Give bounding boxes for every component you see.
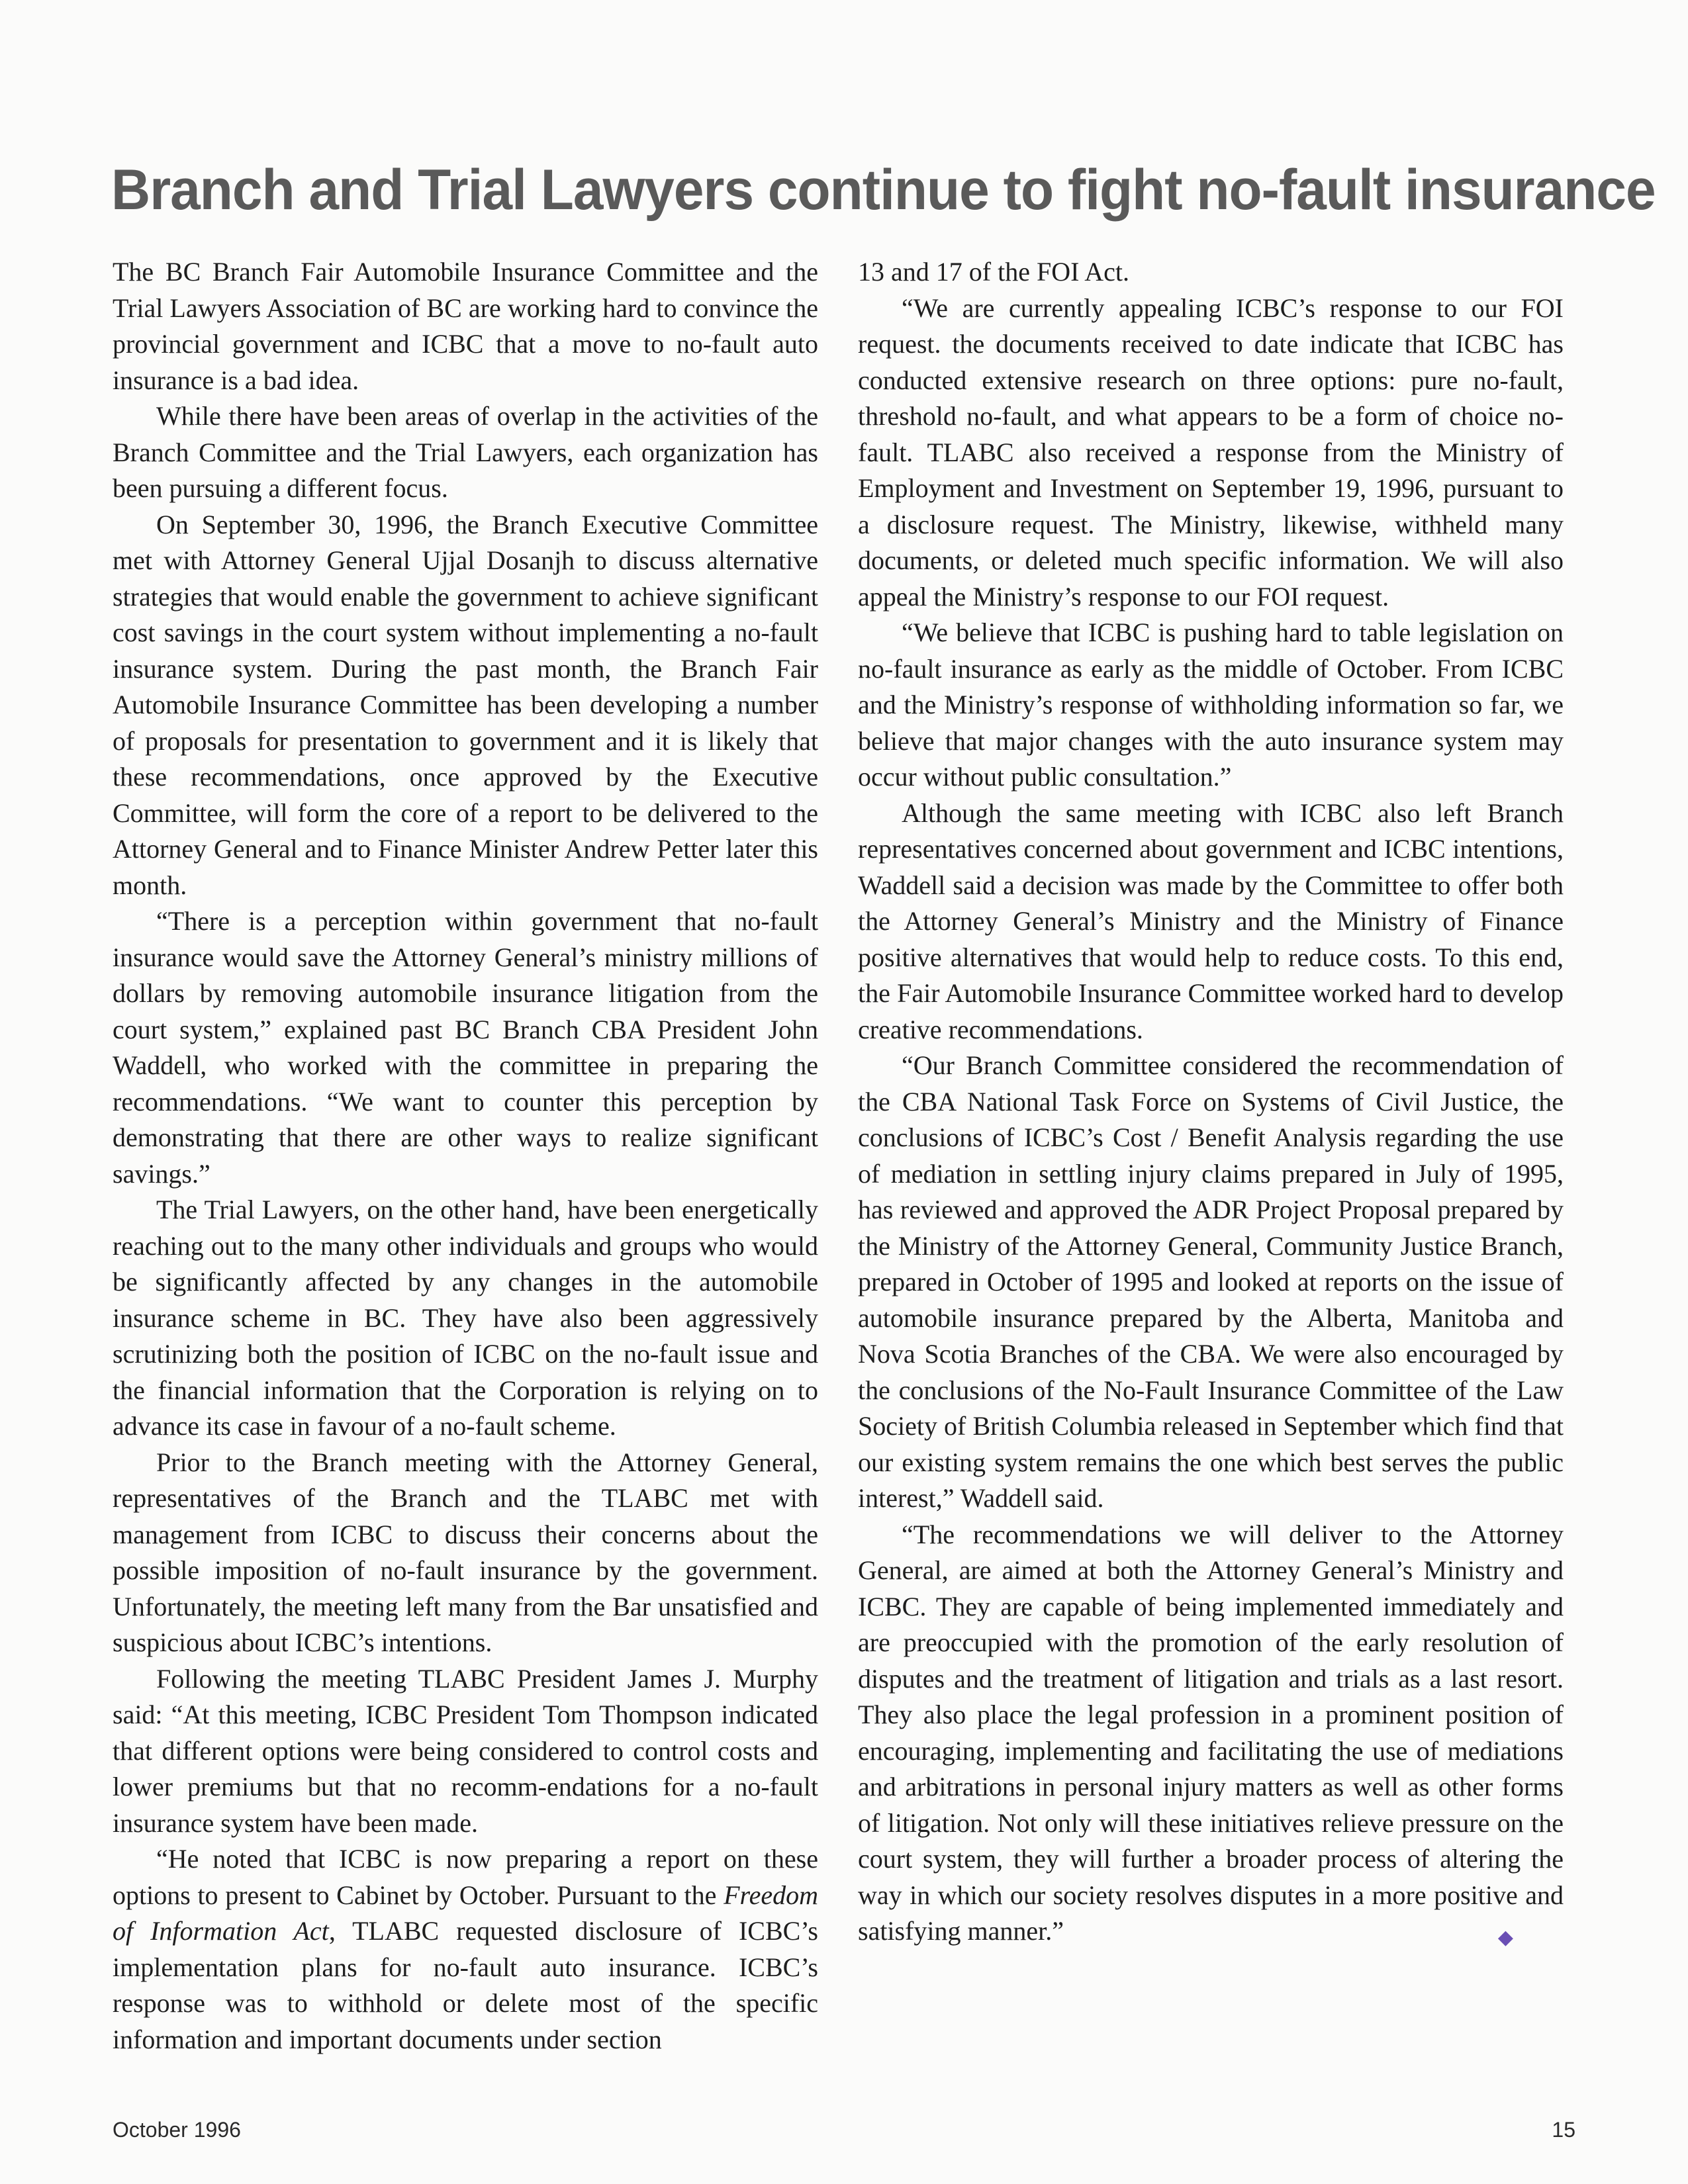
text-run: , TLABC requested disclosure of ICBC’s implementation plans for no-fault auto insurance. ICBC’s response was to withhold or delete most of the specific information and important documents under section <box>113 1916 819 2054</box>
footer-date: October 1996 <box>113 2118 241 2142</box>
paragraph <box>113 1841 818 2058</box>
paragraph-continuation: 13 and 17 of the FOI Act. <box>858 257 1129 287</box>
paragraph: “We believe that ICBC is pushing hard to table legislation on no-fault insurance as early as the middle of October. From ICBC and the Ministry’s response of withholding information so far, we believe that major changes with the auto insurance system may occur without public consultation.” <box>858 617 1564 792</box>
paragraph <box>858 1517 1564 1950</box>
paragraph: The Trial Lawyers, on the other hand, have been energetically reaching out to the many other individuals and groups who would be significantly affected by any changes in the automobile insurance scheme in BC. They have also been aggressively scrutinizing both the position of ICBC on the no-fault issue and the financial information that the Corporation is relying on to advance its case in favour of a no-fault scheme. <box>113 1195 818 1441</box>
paragraph: “We are currently appealing ICBC’s response to our FOI request. the documents received to date indicate that ICBC has conducted extensive research on three options: pure no-fault, threshold no-fault, and what appears to be a form of choice no-fault. TLABC also received a response from the Ministry of Employment and Investment on September 19, 1996, pursuant to a disclosure request. The Ministry, likewise, withheld many documents, or deleted much specific information. We will also appeal the Ministry’s response to our FOI request. <box>858 293 1564 612</box>
paragraph: Prior to the Branch meeting with the Attorney General, representatives of the Branch and the TLABC met with management from ICBC to discuss their concerns about the possible imposition of no-fault insurance by the government. Unfortunately, the meeting left many from the Bar unsatisfied and suspicious about ICBC’s intentions. <box>113 1447 818 1657</box>
text-run: “The recommendations we will deliver to the Attorney General, are aimed at both the Attorney General’s Ministry and ICBC. They are capable of being implemented immediately and are preoccupied with the promotion of the early resolution of disputes and the treatment of litigation and trials as a last resort. They also place the legal profession in a prominent position of encouraging, implementing and facilitating the use of mediations and arbitrations in personal injury matters as well as other forms of litigation. Not only will these initiatives relieve pressure on the court system, they will further a broader process of altering the way in which our society resolves disputes in a more positive and satisfying manner.” <box>858 1519 1564 1946</box>
paragraph: Although the same meeting with ICBC also left Branch representatives concerned about government and ICBC intentions, Waddell said a decision was made by the Committee to offer both the Attorney General’s Ministry and the Ministry of Finance positive alternatives that would help to reduce costs. To this end, the Fair Automobile Insurance Committee worked hard to develop creative recommendations. <box>858 797 1564 1044</box>
paragraph: While there have been areas of overlap in the activities of the Branch Committee and the Trial Lawyers, each organization has been pursuing a different focus. <box>113 401 818 503</box>
end-of-article-diamond-icon: ◆ <box>1497 1927 1513 1948</box>
paragraph: On September 30, 1996, the Branch Executive Committee met with Attorney General Ujjal Dosanjh to discuss alternative strategies that would enable the government to achieve significant cost savings in the court system without implementing a no-fault insurance system. During the past month, the Branch Fair Automobile Insurance Committee has been developing a number of proposals for presentation to government and it is likely that these recommendations, once approved by the Executive Committee, will form the core of a report to be delivered to the Attorney General and to Finance Minister Andrew Petter later this month. <box>113 509 818 900</box>
right-column <box>858 254 1564 1956</box>
paragraph: Following the meeting TLABC President James J. Murphy said: “At this meeting, ICBC President Tom Thompson indicated that different options were being considered to control costs and lower premiums but that no recomm-endations for a no-fault insurance system have been made. <box>113 1663 818 1838</box>
paragraph: “There is a perception within government that no-fault insurance would save the Attorney General’s ministry millions of dollars by removing automobile insurance litigation from the court system,” explained past BC Branch CBA President John Waddell, who worked with the committee in preparing the recommendations. “We want to counter this perception by demonstrating that there are other ways to realize significant savings.” <box>113 906 818 1189</box>
left-column <box>113 254 818 2058</box>
text-run: “He noted that ICBC is now preparing a report on these options to present to Cabinet by October. Pursuant to the <box>113 1844 818 1910</box>
act-title: Freedom of Information Act <box>113 1880 818 1946</box>
page-number: 15 <box>1552 2118 1575 2142</box>
article-headline: Branch and Trial Lawyers continue to fight no-fault insurance <box>111 158 1656 222</box>
paragraph: “Our Branch Committee considered the recommendation of the CBA National Task Force on Systems of Civil Justice, the conclusions of ICBC’s Cost / Benefit Analysis regarding the use of mediation in settling injury claims prepared in July of 1995, has reviewed and approved the ADR Project Proposal prepared by the Ministry of the Attorney General, Community Justice Branch, prepared in October of 1995 and looked at reports on the issue of automobile insurance prepared by the Alberta, Manitoba and Nova Scotia Branches of the CBA. We were also encouraged by the conclusions of the No-Fault Insurance Committee of the Law Society of British Columbia released in September which find that our existing system remains the one which best serves the public interest,” Waddell said. <box>858 1050 1564 1513</box>
paragraph: The BC Branch Fair Automobile Insurance Committee and the Trial Lawyers Association of BC are working hard to convince the provincial government and ICBC that a move to no-fault auto insurance is a bad idea. <box>113 257 818 395</box>
